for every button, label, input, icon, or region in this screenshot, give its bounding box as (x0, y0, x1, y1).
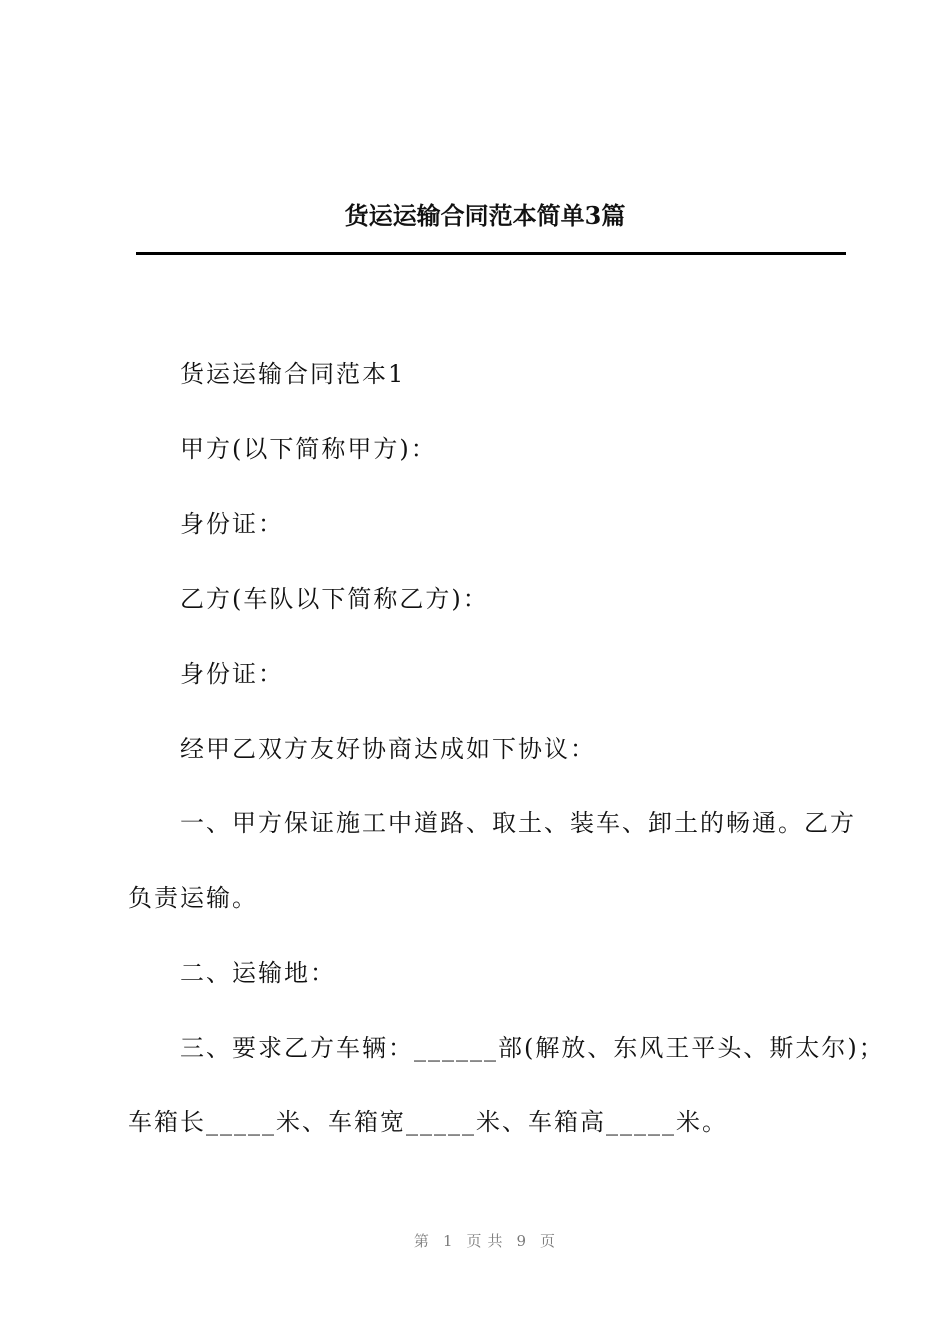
party-a-id-line: 身份证： (180, 510, 284, 538)
footer-current-page: 1 (442, 1232, 459, 1250)
clause-1-line-2: 负责运输。 (128, 884, 258, 912)
party-b-id-line: 身份证： (180, 660, 284, 688)
document-title: 货运运输合同范本简单3篇 (344, 201, 626, 230)
footer-suffix: 页 (540, 1232, 562, 1250)
clause-3-line-1: 三、要求乙方车辆：______部(解放、东风王平头、斯太尔)； (180, 1034, 885, 1062)
party-a-line: 甲方(以下简称甲方)： (180, 435, 437, 463)
title-divider (136, 252, 846, 255)
party-b-line: 乙方(车队以下简称乙方)： (180, 585, 489, 613)
section-heading: 货运运输合同范本1 (180, 360, 406, 388)
footer-prefix: 第 (413, 1232, 435, 1250)
footer-middle: 页共 (466, 1232, 509, 1250)
page-footer (0, 1230, 950, 1251)
footer-total-pages: 9 (516, 1232, 533, 1250)
clause-3-line-2: 车箱长_____米、车箱宽_____米、车箱高_____米。 (128, 1108, 728, 1136)
clause-2: 二、运输地： (180, 959, 336, 987)
agreement-intro: 经甲乙双方友好协商达成如下协议： (180, 735, 596, 763)
clause-1-line-1: 一、甲方保证施工中道路、取土、装车、卸土的畅通。乙方 (180, 809, 856, 837)
